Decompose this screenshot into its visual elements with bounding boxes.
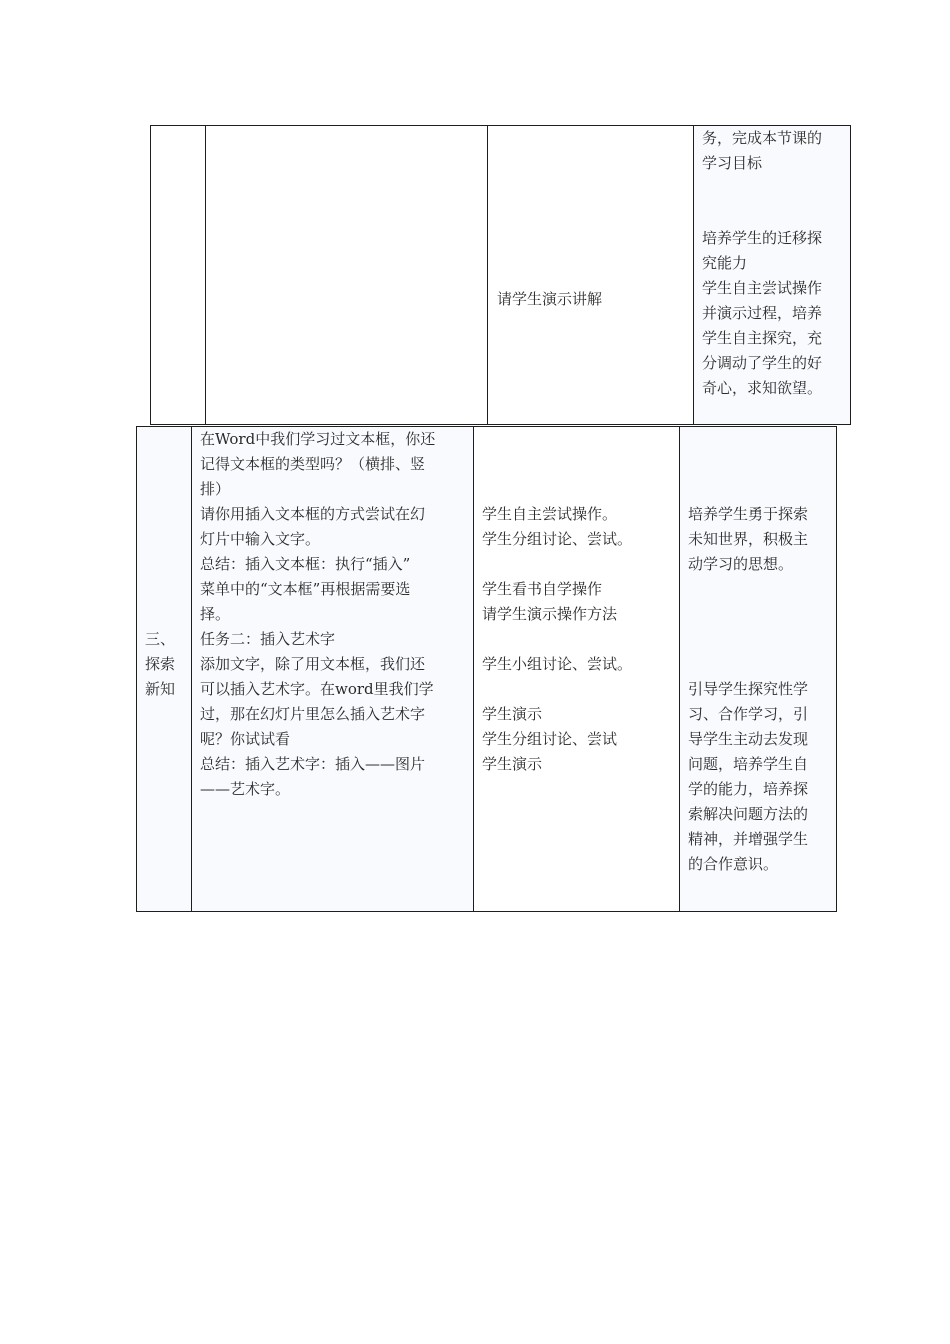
student-activity-text: 请学生演示讲解 [497, 290, 603, 308]
lesson-table-explore [136, 426, 837, 912]
design-intent-text-2: 引导学生探究性学 习、合作学习，引 导学生主动去发现 问题，培养学生自 学的能力，培养探 索解决问题方法的 精神，并增强学生 的合作意识。 [688, 680, 809, 873]
teacher-activity-text: 在Word中我们学习过文本框，你还 记得文本框的类型吗？（横排、竖 排） 请你用插入文本框的方式尝试在幻 灯片中输入文字。 总结：插入文本框：执行“插入” 菜单中的“文本框”再根据需要选 择。 任务二：插入艺术字 添加文字，除了用文本框，我们还 可以插入艺术字。在word里我们学 过，那在幻灯片里怎么插入艺术字 呢？你试试看 总结：插入艺术字：插入——图片 ——艺术字。 [200, 430, 436, 798]
lesson-table-continued [150, 125, 851, 425]
design-intent-text-1: 务，完成本节课的 学习目标 [702, 129, 823, 172]
student-activity-cell [488, 126, 694, 425]
stage-cell [137, 427, 192, 912]
design-intent-text-1: 培养学生勇于探索 未知世界，积极主 动学习的思想。 [688, 505, 809, 573]
design-intent-cell [694, 126, 851, 425]
student-activity-cell [474, 427, 680, 912]
teacher-activity-cell-empty [206, 126, 488, 425]
stage-label: 三、 探索 新知 [145, 630, 176, 698]
design-intent-text-2: 培养学生的迁移探 究能力 学生自主尝试操作 并演示过程，培养 学生自主探究，充 分调动了学生的好 奇心，求知欲望。 [702, 229, 823, 397]
teacher-activity-cell [192, 427, 474, 912]
design-intent-cell [680, 427, 837, 912]
stage-cell-empty [151, 126, 206, 425]
student-activity-text: 学生自主尝试操作。 学生分组讨论、尝试。 学生看书自学操作 请学生演示操作方法 学生小组讨论、尝试。 学生演示 学生分组讨论、尝试 学生演示 [482, 505, 633, 773]
